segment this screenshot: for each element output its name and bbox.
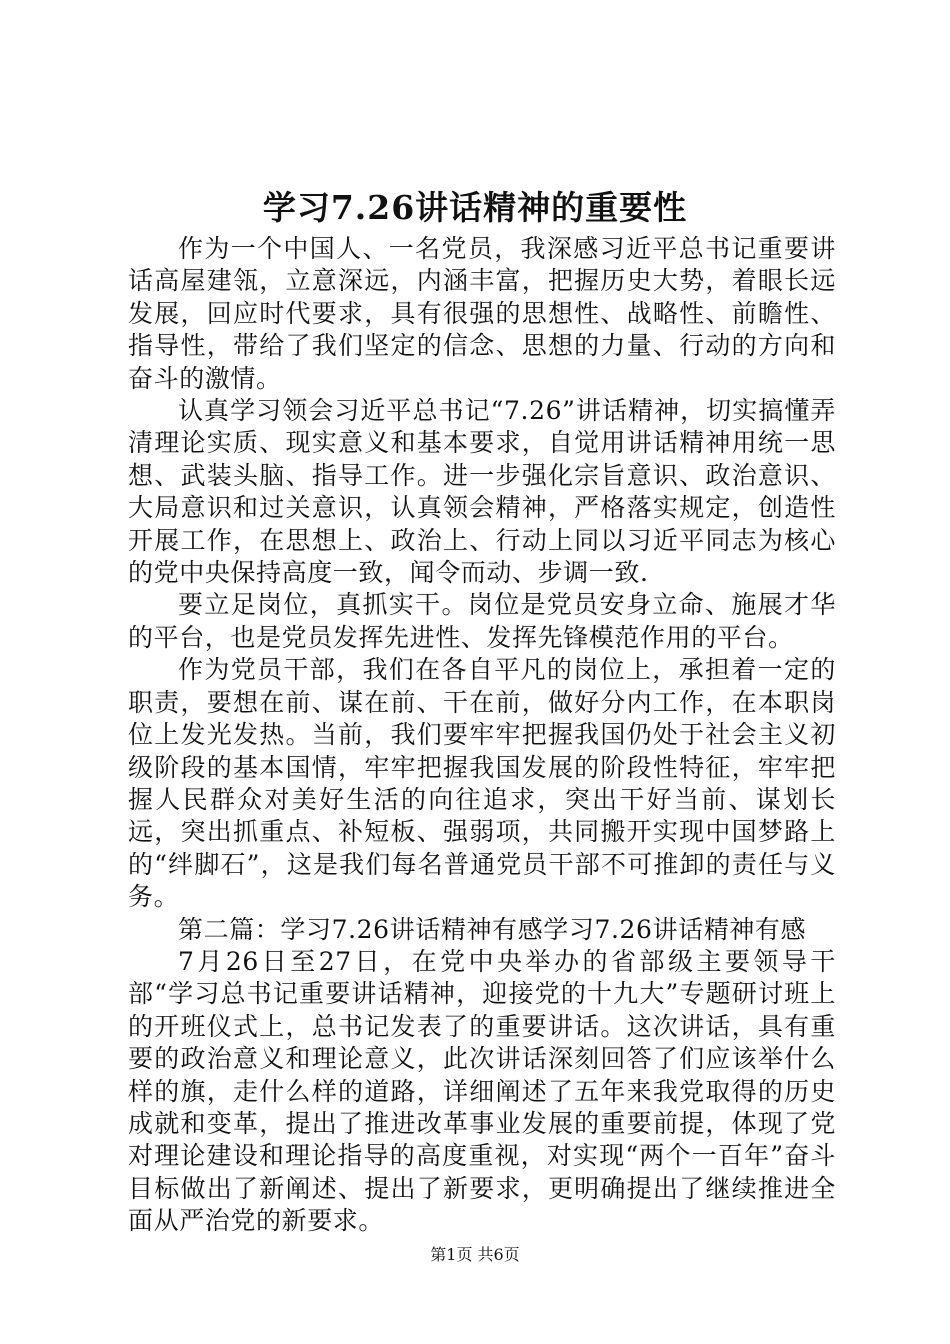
paragraph: 7月26日至27日，在党中央举办的省部级主要领导干部“学习总书记重要讲话精神，迎接党的十九大”专题研讨班上的开班仪式上，总书记发表了的重要讲话。这次讲话，具有重要的政治意义和理论意义，此次讲话深刻回答了们应该举什么样的旗，走什么样的道路，详细阐述了五年来我党取得的历史成就和变革，提出了推进改革事业发展的重要前提，体现了党对理论建设和理论指导的高度重视，对实现“两个一百年”奋斗目标做出了新阐述、提出了新要求，更明确提出了继续推进全面从严治党的新要求。 [128, 946, 836, 1236]
page-number: 第1页 共6页 [430, 1245, 520, 1264]
paragraph: 作为一个中国人、一名党员，我深感习近平总书记重要讲话高屋建瓴，立意深远，内涵丰富，把握历史大势，着眼长远发展，回应时代要求，具有很强的思想性、战略性、前瞻性、指导性，带给了我们坚定的信念、思想的力量、行动的方向和奋斗的激情。 [128, 234, 836, 393]
paragraph: 要立足岗位，真抓实干。岗位是党员安身立命、施展才华的平台，也是党员发挥先进性、发挥先锋模范作用的平台。 [128, 590, 836, 652]
document-title: 学习7.26讲话精神的重要性 [262, 188, 688, 227]
document-body [128, 233, 836, 1238]
paragraph: 认真学习领会习近平总书记“7.26”讲话精神，切实搞懂弄清理论实质、现实意义和基本要求，自觉用讲话精神用统一思想、武装头脑、指导工作。进一步强化宗旨意识、政治意识、大局意识和过关意识，认真领会精神，严格落实规定，创造性开展工作，在思想上、政治上、行动上同以习近平同志为核心的党中央保持高度一致，闻令而动、步调一致. [128, 396, 836, 588]
section-heading: 第二篇：学习7.26讲话精神有感学习7.26讲话精神有感 [178, 914, 807, 944]
paragraph: 作为党员干部，我们在各自平凡的岗位上，承担着一定的职责，要想在前、谋在前、干在前，做好分内工作，在本职岗位上发光发热。当前，我们要牢牢把握我国仍处于社会主义初级阶段的基本国情，牢牢把握我国发展的阶段性特征，牢牢把握人民群众对美好生活的向往追求，突出干好当前、谋划长远，突出抓重点、补短板、强弱项，共同搬开实现中国梦路上的“绊脚石”，这是我们每名普通党员干部不可推卸的责任与义务。 [128, 655, 836, 912]
